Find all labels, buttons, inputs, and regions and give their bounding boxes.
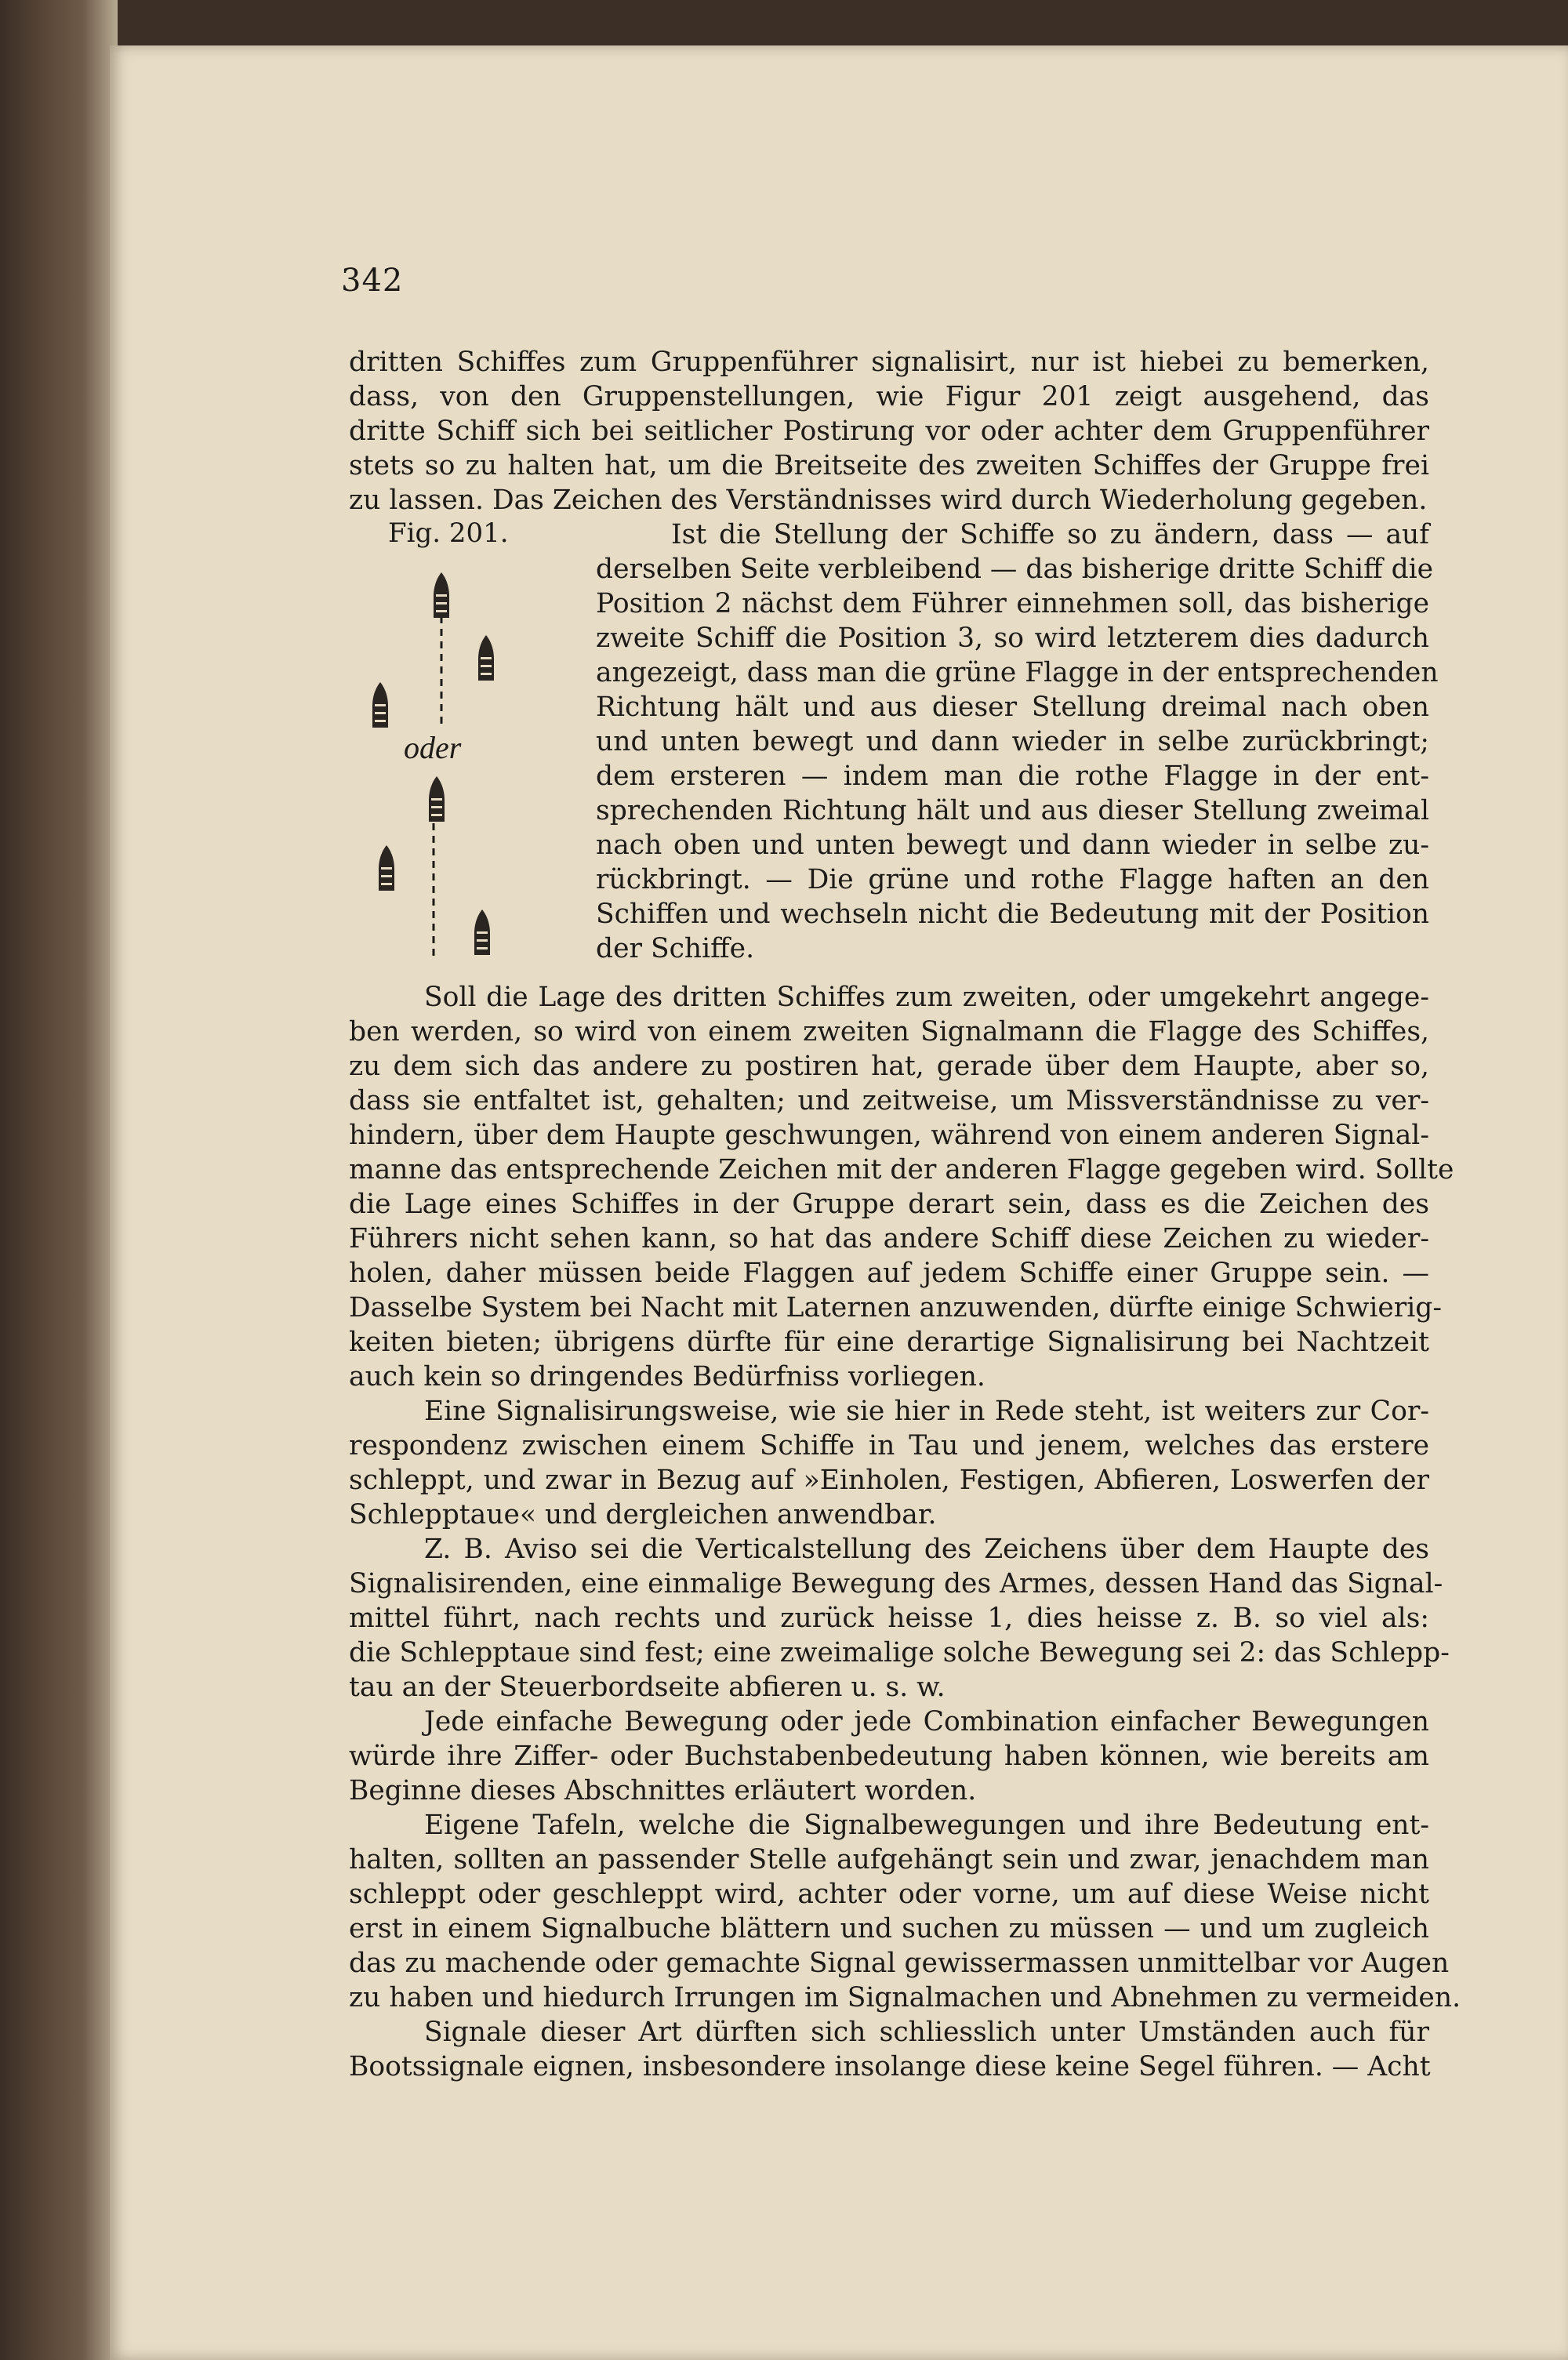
ship-formation-diagram	[349, 517, 584, 988]
text-line: zu haben und hiedurch Irrungen im Signalmachen und Abnehmen zu vermeiden.	[349, 1982, 1461, 2013]
text-line: Position 2 nächst dem Führer einnehmen soll, das bisherige	[596, 588, 1429, 619]
text-line: dass, von den Gruppenstellungen, wie Figur 201 zeigt ausgehend, das	[349, 381, 1429, 412]
text-line: das zu machende oder gemachte Signal gewissermassen unmittelbar vor Augen	[349, 1948, 1450, 1979]
text-line: Dasselbe System bei Nacht mit Laternen anzuwenden, dürfte einige Schwierig-	[349, 1292, 1443, 1323]
text-line: Signale dieser Art dürften sich schliesslich unter Umständen auch für	[424, 2017, 1429, 2048]
text-line: Z. B. Aviso sei die Verticalstellung des Zeichens über dem Haupte des	[424, 1534, 1429, 1565]
text-block-beside-figure	[596, 517, 1439, 966]
text-line: zu lassen. Das Zeichen des Verständnisses wird durch Wiederholung gegeben.	[349, 485, 1428, 516]
ship-icon	[434, 572, 449, 618]
text-line: Jede einfache Bewegung oder jede Combination einfacher Bewegungen	[424, 1706, 1429, 1737]
text-line: nach oben und unten bewegt und dann wieder in selbe zu-	[596, 830, 1429, 861]
text-line: schleppt, und zwar in Bezug auf »Einholen, Festigen, Abfieren, Loswerfen der	[349, 1465, 1429, 1496]
text-line: Ist die Stellung der Schiffe so zu ändern, dass — auf	[671, 519, 1429, 550]
text-line: angezeigt, dass man die grüne Flagge in der entsprechenden	[596, 657, 1439, 688]
book-binding	[0, 0, 118, 2360]
text-line: Schiffen und wechseln nicht die Bedeutung mit der Position	[596, 899, 1429, 930]
text-line: Bootssignale eignen, insbesondere insolange diese keine Segel führen. — Acht	[349, 2051, 1431, 2082]
text-line: schleppt oder geschleppt wird, achter oder vorne, um auf diese Weise nicht	[349, 1879, 1429, 1910]
figure-label: Fig. 201.	[388, 517, 509, 549]
text-line: keiten bieten; übrigens dürfte für eine derartige Signalisirung bei Nachtzeit	[349, 1327, 1429, 1358]
text-line: würde ihre Ziffer- oder Buchstabenbedeutung haben können, wie bereits am	[349, 1741, 1429, 1772]
text-line: dem ersteren — indem man die rothe Flagge in der ent-	[596, 761, 1429, 792]
text-line: zweite Schiff die Position 3, so wird letzterem dies dadurch	[596, 623, 1429, 654]
text-line: ben werden, so wird von einem zweiten Signalmann die Flagge des Schiffes,	[349, 1016, 1429, 1047]
ship-icon	[379, 845, 394, 891]
text-line: derselben Seite verbleibend — das bisherige dritte Schiff die	[596, 554, 1434, 585]
text-line: dritten Schiffes zum Gruppenführer signalisirt, nur ist hiebei zu bemerken,	[349, 347, 1429, 378]
text-line: respondenz zwischen einem Schiffe in Tau und jenem, welches das erstere	[349, 1430, 1429, 1461]
text-line: zu dem sich das andere zu postiren hat, gerade über dem Haupte, aber so,	[349, 1051, 1429, 1082]
text-line: auch kein so dringendes Bedürfniss vorliegen.	[349, 1361, 985, 1392]
text-line: manne das entsprechende Zeichen mit der anderen Flagge gegeben wird. Sollte	[349, 1154, 1454, 1185]
text-line: Richtung hält und aus dieser Stellung dreimal nach oben	[596, 692, 1429, 723]
text-line: Eigene Tafeln, welche die Signalbewegungen und ihre Bedeutung ent-	[424, 1810, 1429, 1841]
figure-oder-label: oder	[404, 730, 462, 765]
text-line: mittel führt, nach rechts und zurück heisse 1, dies heisse z. B. so viel als:	[349, 1603, 1429, 1634]
text-line: dass sie entfaltet ist, gehalten; und zeitweise, um Missverständnisse zu ver-	[349, 1085, 1429, 1116]
text-line: tau an der Steuerbordseite abfieren u. s. w.	[349, 1672, 946, 1703]
figure-201	[349, 517, 584, 988]
text-line: und unten bewegt und dann wieder in selbe zurückbringt;	[596, 726, 1429, 757]
ship-icon	[372, 682, 388, 728]
text-line: Signalisirenden, eine einmalige Bewegung des Armes, dessen Hand das Signal-	[349, 1568, 1443, 1599]
ship-icon	[429, 776, 445, 822]
text-line: Führers nicht sehen kann, so hat das andere Schiff diese Zeichen zu wieder-	[349, 1223, 1429, 1254]
text-line: Schlepptaue« und dergleichen anwendbar.	[349, 1499, 937, 1530]
text-line: erst in einem Signalbuche blättern und suchen zu müssen — und um zugleich	[349, 1913, 1429, 1944]
text-line: stets so zu halten hat, um die Breitseite des zweiten Schiffes der Gruppe frei	[349, 450, 1429, 481]
text-line: halten, sollten an passender Stelle aufgehängt sein und zwar, jenachdem man	[349, 1844, 1429, 1875]
text-line: der Schiffe.	[596, 933, 755, 964]
text-line: sprechenden Richtung hält und aus dieser Stellung zweimal	[596, 795, 1429, 826]
text-block-main	[349, 980, 1461, 2084]
ship-icon	[474, 910, 490, 955]
text-line: Soll die Lage des dritten Schiffes zum zweiten, oder umgekehrt angege-	[424, 982, 1429, 1013]
text-block-top	[349, 345, 1429, 517]
text-line: Eine Signalisirungsweise, wie sie hier in Rede steht, ist weiters zur Cor-	[424, 1396, 1429, 1427]
text-line: dritte Schiff sich bei seitlicher Postirung vor oder achter dem Gruppenführer	[349, 416, 1429, 447]
ship-icon	[478, 635, 494, 681]
page-number: 342	[341, 263, 404, 299]
text-line: rückbringt. — Die grüne und rothe Flagge haften an den	[596, 864, 1429, 895]
text-line: die Lage eines Schiffes in der Gruppe derart sein, dass es die Zeichen des	[349, 1189, 1429, 1220]
text-line: Beginne dieses Abschnittes erläutert worden.	[349, 1775, 977, 1806]
text-line: die Schlepptaue sind fest; eine zweimalige solche Bewegung sei 2: das Schlepp-	[349, 1637, 1450, 1668]
text-line: holen, daher müssen beide Flaggen auf jedem Schiffe einer Gruppe sein. —	[349, 1258, 1429, 1289]
text-line: hindern, über dem Haupte geschwungen, während von einem anderen Signal-	[349, 1120, 1429, 1151]
